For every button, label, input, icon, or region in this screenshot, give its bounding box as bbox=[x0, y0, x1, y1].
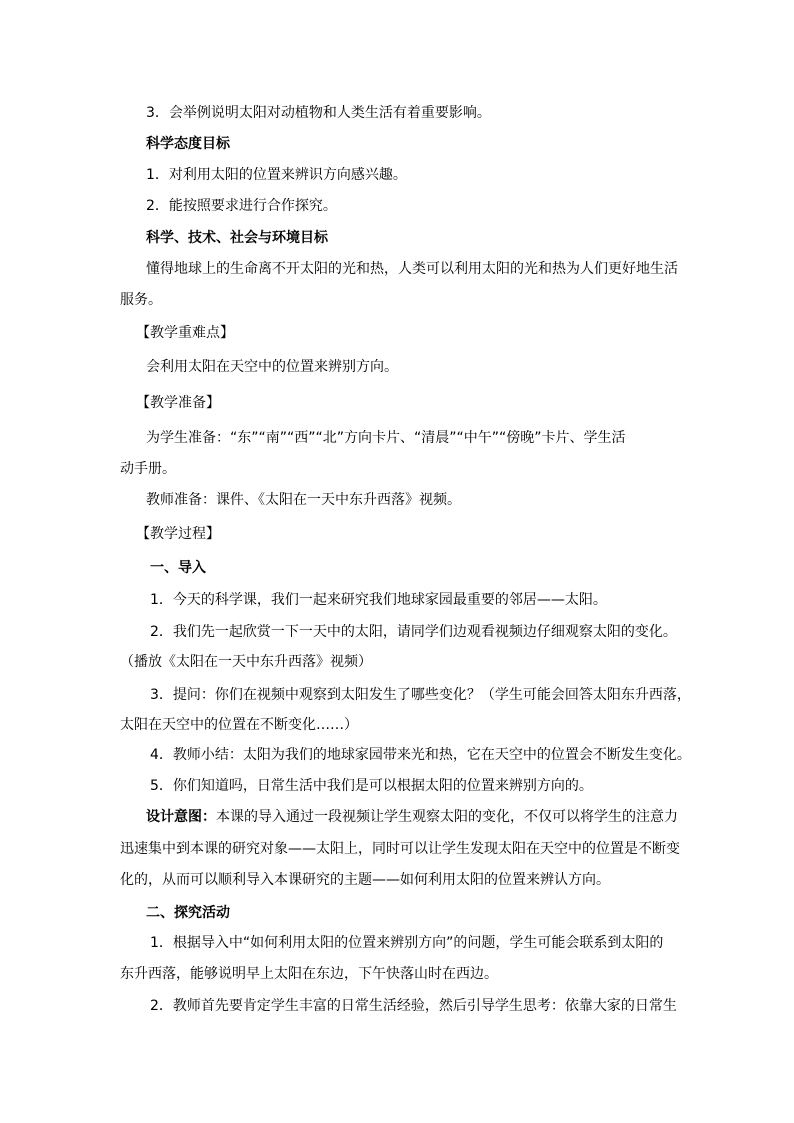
prep-student-line-2: 动手册。 bbox=[120, 461, 176, 477]
heading-stse: 科学、技术、社会与环境目标 bbox=[146, 230, 328, 246]
heading-intro: 一、导入 bbox=[150, 560, 206, 576]
heading-preparation: 【教学准备】 bbox=[136, 395, 220, 411]
design-intent-line-2: 迅速集中到本课的研究对象——太阳上，同时可以让学生发现太阳在天空中的位置是不断变 bbox=[120, 841, 680, 857]
design-intent-text: 本课的导入通过一段视频让学生观察太阳的变化，不仅可以将学生的注意力 bbox=[216, 809, 678, 825]
stse-line-2: 服务。 bbox=[120, 292, 162, 308]
inquiry-step-1: 1．根据导入中“如何利用太阳的位置来辨别方向”的问题，学生可能会联系到太阳的 bbox=[150, 935, 664, 951]
intro-step-4: 4．教师小结：太阳为我们的地球家园带来光和热，它在天空中的位置会不断发生变化。 bbox=[150, 747, 691, 763]
intro-step-3-cont: 太阳在天空中的位置在不断变化……） bbox=[120, 717, 358, 733]
objective-line-3: 3．会举例说明太阳对动植物和人类生活有着重要影响。 bbox=[146, 105, 491, 121]
stse-line-1: 懂得地球上的生命离不开太阳的光和热，人类可以利用太阳的光和热为人们更好地生活 bbox=[146, 261, 678, 277]
intro-step-5: 5．你们知道吗，日常生活中我们是可以根据太阳的位置来辨别方向的。 bbox=[150, 778, 593, 794]
attitude-line-1: 1．对利用太阳的位置来辨识方向感兴趣。 bbox=[146, 167, 407, 183]
heading-process: 【教学过程】 bbox=[136, 526, 220, 542]
design-intent-line-1 bbox=[146, 807, 678, 827]
heading-science-attitude: 科学态度目标 bbox=[146, 136, 230, 152]
design-intent-line-3: 化的，从而可以顺利导入本课研究的主题——如何利用太阳的位置来辨认方向。 bbox=[120, 872, 610, 888]
intro-step-2: 2．我们先一起欣赏一下一天中的太阳，请同学们边观看视频边仔细观察太阳的变化。 bbox=[150, 624, 677, 640]
key-points-text: 会利用太阳在天空中的位置来辨别方向。 bbox=[146, 359, 398, 375]
prep-teacher: 教师准备：课件、《太阳在一天中东升西落》视频。 bbox=[146, 492, 461, 508]
design-intent-label: 设计意图： bbox=[146, 809, 216, 825]
heading-key-points: 【教学重难点】 bbox=[136, 325, 234, 341]
heading-inquiry: 二、探究活动 bbox=[146, 905, 230, 921]
inquiry-step-1-cont: 东升西落，能够说明早上太阳在东边，下午快落山时在西边。 bbox=[120, 966, 498, 982]
attitude-line-2: 2．能按照要求进行合作探究。 bbox=[146, 198, 337, 214]
intro-step-1: 1．今天的科学课，我们一起来研究我们地球家园最重要的邻居——太阳。 bbox=[150, 592, 607, 608]
intro-step-2-cont: （播放《太阳在一天中东升西落》视频） bbox=[120, 654, 372, 670]
intro-step-3: 3．提问：你们在视频中观察到太阳发生了哪些变化？（学生可能会回答太阳东升西落， bbox=[150, 687, 691, 703]
inquiry-step-2: 2．教师首先要肯定学生丰富的日常生活经验，然后引导学生思考：依靠大家的日常生 bbox=[150, 998, 677, 1014]
prep-student-line-1: 为学生准备：“东”“南”“西”“北”方向卡片、“清晨”“中午”“傍晚”卡片、学生活 bbox=[146, 430, 626, 446]
